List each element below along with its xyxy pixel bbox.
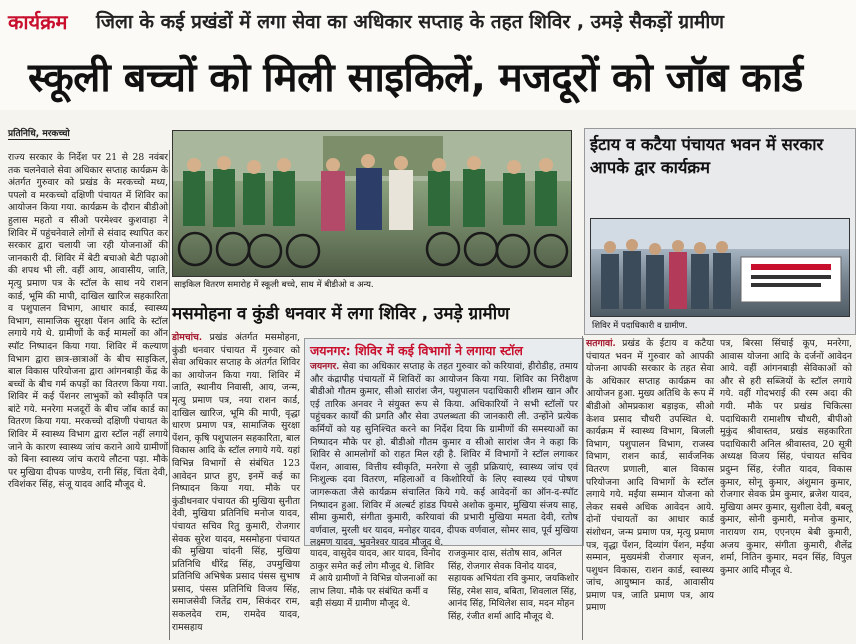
bottom-columns — [310, 548, 580, 640]
main-headline: स्कूली बच्चों को मिली साइकिलें, मजदूरों को जॉब कार्ड — [28, 55, 803, 101]
masmohna-text-a: प्रखंड अंतर्गत मसमोहना, कुंडी धनवार पंचायत में गुरुवार को सेवा अधिकार सप्ताह के अंतर्गत शिविर का आयोजन किया गया. शिविर में जाति, स्थानीय निवासी, आय, जन्म, मृत्यु प्रमाण पत्र, नया राशन कार्ड, दाखिल खारिज, भूमि की मापी, वृद्धा धारण प्रमाण पत्र, सामाजिक सुरक्षा पेंशन, कृषि पशुपालन सहकारिता, बाल विकास आदि के स्टॉल लगाये गये. यहां विभिन्न विभागों से संबंधित 123 आवेदन प्राप्त हुए, इनमें कई का निष्पादन किया गया. मौके पर कुंडीधनवार पंचायत की मुखिया सुनीता देवी, मुखिया प्रतिनिधि मनोज यादव, पंचायत सचिव रितु कुमारी, रोजगार सेवक सुरेश यादव, मसमोहना पंचायत की मुखिया चांदनी सिंह, मुखिया प्रतिनिधि धीरेंद्र सिंह, उपमुखिया प्रतिनिधि अभिषेक प्रसाद पंसस सुभाष प्रसाद, पंसस प्रतिनिधि विजय सिंह, समाजसेवी जितेंद्र राम, सिकंदर राम, सकलदेव राम, रामदेव यादव, रामसहाय — [172, 332, 300, 633]
bottom-column-a: यादव, वासुदेव यादव, आर यादव, विनोद ठाकुर समेत कई लोग मौजूद थे. शिविर में आये ग्रामीणों ने विभिन्न योजनाओं का लाभ लिया. मौके पर संबंधित कर्मी व बड़ी संख्या में ग्रामीण मौजूद थे. — [310, 549, 441, 610]
jainagar-title: जयनगर: शिविर में कई विभागों ने लगाया स्टॉल — [310, 343, 523, 358]
dateline-jainagar: जयनगर. — [310, 361, 340, 372]
dateline-domchanch: डोमचांच. — [172, 332, 203, 343]
subhead-masmohna: मसमोहना व कुंडी धनवार में लगा शिविर , उमड़े ग्रामीण — [172, 304, 510, 324]
section-kicker: कार्यक्रम — [8, 10, 68, 34]
right-text-a: प्रखंड के ईटाय व कटैया पंचायत भवन में गुरुवार को आपकी योजना आपकी सरकार के तहत सेवा के अधिकार सप्ताह कार्यक्रम का आयोजन हुआ. मुख्य अतिथि के रूप में बीडीओ ओमप्रकाश बड़ाइक, सीओ केशव प्रसाद चौधरी उपस्थित थे. कार्यक्रम में स्वास्थ्य विभाग, बिजली विभाग, पशुपालन विभाग, राजस्व विभाग, राशन कार्ड, सार्वजनिक वितरण प्रणाली, बाल विकास परियोजना आदि विभागों के स्टॉल लगाये गये. मईंया सम्मान योजना को लेकर सबसे अधिक आवेदन आये. दोनों पंचायतों का आधार कार्ड संशोधन, जन्म प्रमाण पत्र, मृत्यु प्रमाण पत्र, वृद्धा पेंशन, दिव्यांग पेंशन, मईंया सम्मान, मुख्यमंत्री रोजगार सृजन, पशुधन विकास, राशन कार्ड, स्वास्थ्य जांच, आयुष्मान कार्ड, आवासीय प्रमाण पत्र, जाति प्रमाण पत्र, आय प्रमाण — [586, 338, 715, 614]
right-story-title: ईटाय व कटैया पंचायत भवन में सरकार आपके द्वार कार्यक्रम — [590, 135, 824, 177]
column-rule-2 — [582, 336, 583, 640]
jainagar-body — [310, 361, 578, 549]
photo-panchayat-camp-image — [591, 219, 849, 316]
kicker-title: जिला के कई प्रखंडों में लगा सेवा का अधिकार सप्ताह के तहत शिविर , उमड़े सैकड़ों ग्रामीण — [96, 11, 725, 33]
right-column-b: पत्र, बिरसा सिंचाई कूप, मनरेगा, आवास योजना आदि के दर्जनों आवेदन आये. वहीं आंगनबाड़ी सेविकाओं को और से हरी सब्जियों के स्टॉल लगाये गये. वहीं गोदभराई की रस्म अदा की गयी. मौके पर प्रखंड चिकित्सा पदाधिकारी रामाशीष चौधरी, बीपीओ मुकुंद श्रीवास्तव, प्रखंड सहकारिता पदाधिकारी अनिल श्रीवास्तव, 20 सूत्री अध्यक्ष विजय सिंह, पंचायत सचिव प्रदुम्न सिंह, रंजीत यादव, विकास कुमार, सोनू कुमार, अंशुमान कुमार, रोजगार सेवक प्रेम कुमार, ब्रजेश यादव, मुखिया अमर कुमार, सुशीला देवी, बबलू कुमार, सोनी कुमारी, मनोज कुमार, नारायण राम, एएनएम बेबी कुमारी, अजय कुमार, संगीता कुमारी, शैलेंद्र शर्मा, नितिन कुमार, मदन सिंह, विपुल कुमार आदि मौजूद थे. — [720, 338, 852, 576]
right-column-a — [586, 338, 714, 640]
photo-bicycle-distribution-image — [173, 131, 571, 276]
byline: प्रतिनिधि, मरकच्चो — [8, 126, 70, 140]
column-1-text: राज्य सरकार के निर्देश पर 21 से 28 नवंबर तक चलनेवाले सेवा अधिकार सप्ताह कार्यक्रम के अंतर्गत गुरुवार को प्रखंड के मरकच्चो मध्य, पपलो व मरकच्चो दक्षिणी पंचायत में शिविर का आयोजन किया गया. कार्यक्रम के दौरान बीडीओ हुलास महतो व सीओ परमेश्वर कुशवाहा ने शिविर में पहुंचनेवाले लोगों से संवाद स्थापित कर सरकार द्वारा चलायी जा रही योजनाओं की जानकारी दी. शिविर में बेटी बचाओ बेटी पढ़ाओ की शपथ भी ली. वहीं आय, आवासीय, जाति, मृत्यु प्रमाण पत्र के स्टॉल के साथ नये राशन कार्ड, भूमि की मापी, दाखिल खारिज सहकारिता व पशुपालन विभाग, आधार कार्ड, स्वास्थ्य विभाग, सामाजिक सुरक्षा पेंशन आदि के स्टॉल लगाये गये थे. ग्रामीणों के कई मामलों का ऑन स्पॉट निष्पादन किया गया. शिविर में कल्याण विभाग द्वारा छात्र-छात्राओं के बीच साइकिल, बाल विकास परियोजना द्वारा आंगनबाड़ी केंद्र के बच्चों के बीच गर्म कपड़ों का वितरण किया गया. शिविर में कई पेंशनर लाभुकों को स्वीकृति पत्र बांटे गये. मनरेगा मजदूरों के बीच जॉब कार्ड का वितरण किया गया. मरकच्चो दक्षिणी पंचायत के शिविर में स्वास्थ्य विभाग द्वारा स्टॉल नहीं लगाये जाने के कारण स्वास्थ्य जांच कराने आये ग्रामीणों को बिना स्वास्थ्य जांच कराये लौटना पड़ा. मौके पर मुखिया दीपक पाण्डेय, रानी सिंह, चिंता देवी, रविशंकर सिंह, संजू यादव आदि मौजूद थे. — [8, 152, 168, 491]
photo-bicycle-distribution — [172, 130, 572, 277]
column-rule-1 — [169, 150, 170, 640]
jainagar-text: सेवा का अधिकार सप्ताह के तहत गुरुवार को करियावां, हीरोडीह, तमाय और कंद्रापीह पंचायतों में शिविरों का आयोजन किया गया. शिविर का निरीक्षण बीडीओ गौतम कुमार, सीओ सारांश जैन, पशुपालन पदाधिकारी शीशम खान और एई तारिक अनवर ने संयुक्त रूप से किया. अधिकारियों ने सभी स्टॉलों पर पहुंचकर कार्यों की प्रगति और सेवा उपलब्धता की जानकारी ली. उन्होंने प्रत्येक कर्मियों को यह सुनिश्चित करने का निर्देश दिया कि ग्रामीणों की समस्याओं का निष्पादन मौके पर हो. बीडीओ गौतम कुमार व सीओ सारांश जैन ने कहा कि शिविर से आमलोगों को राहत मिल रही है. शिविर में विभागों ने स्टॉल लगाकर पेंशन, आवास, वित्तीय स्वीकृति, मनरेगा से जुड़ी प्रक्रियाएं, स्वास्थ्य जांच एवं निःशुल्क दवा वितरण, महिलाओं व किशोरियों के लिए स्वास्थ्य एवं पोषण जागरूकता जैसे कार्यक्रम संचालित किये गये. कई आवेदनों का ऑन-द-स्पॉट निष्पादन हुआ. शिविर में अल्बर्ट हांडड पियसे अशोक कुमार, मुखिया संजय साह, सीमा कुमारी, संगीता कुमारी, करियावां की प्रभारी मुखिया ममता देवी, रतोष वर्णवाल, मुरली धर यादव, मनोहर यादव, दीपक वर्णवाल, सोमर साव, पूर्व मुखिया लक्ष्मण यादव, भुवनेश्वर यादव मौजूद थे. — [310, 361, 578, 549]
photo-caption-panchayat: शिविर में पदाधिकारी व ग्रामीण. — [592, 321, 688, 331]
photo-panchayat-camp — [590, 218, 850, 317]
bottom-column-b: राजकुमार दास, संतोष साव, अनिल सिंह, रोजगार सेवक विनोद यादव, सहायक अभियंता रवि कुमार, जयकिशोर सिंह, रमेश साव, बबिता, शिवलाल सिंह, आनंद सिंह, मिथिलेश साव, मदन मोहन सिंह, रंजीत शर्मा आदि मौजूद थे. — [448, 549, 579, 622]
masmohna-column-a — [172, 332, 300, 640]
dateline-satgawan: सतगावां. — [586, 338, 616, 349]
photo-caption-bicycles: साइकिल वितरण समारोह में स्कूली बच्चे, साथ में बीडीओ व अन्य. — [174, 280, 374, 290]
